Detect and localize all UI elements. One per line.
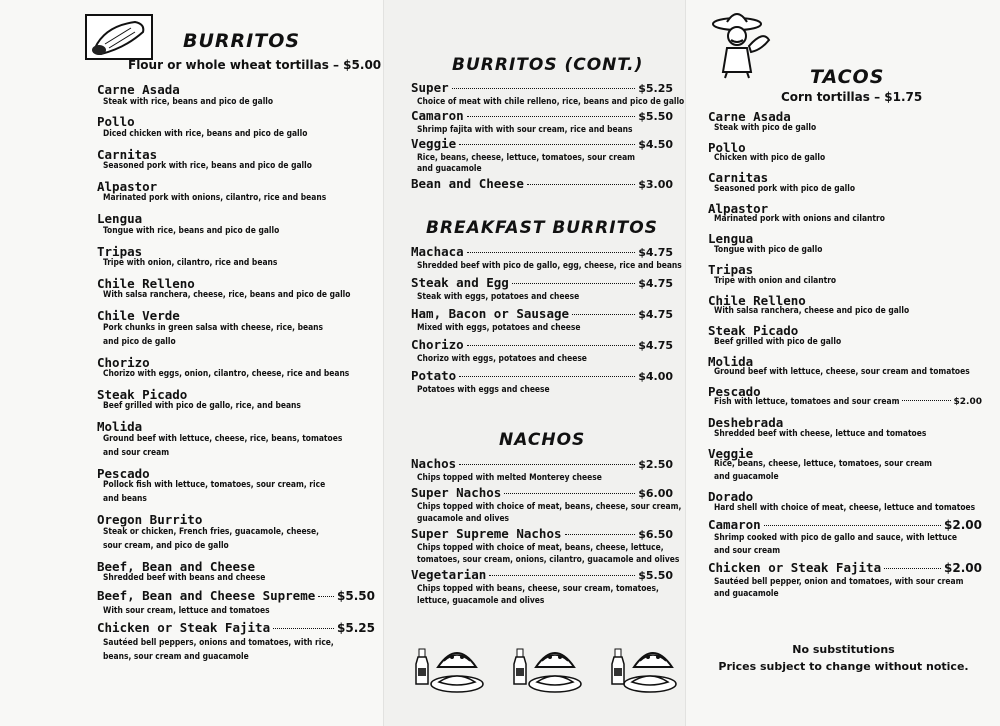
item-description: With sour cream, lettuce and tomatoes	[103, 604, 270, 615]
item-name: Beef, Bean and Cheese Supreme	[97, 588, 316, 603]
item-name: Nachos	[411, 456, 457, 471]
dot-leader	[467, 116, 636, 117]
item-price: $6.50	[638, 528, 673, 541]
item-description: Chicken with pico de gallo	[714, 152, 826, 163]
burrito-plate-icon	[622, 668, 678, 694]
bottle-icon	[414, 648, 430, 686]
item-description: Beef grilled with pico de gallo	[714, 335, 842, 346]
item-description: With salsa ranchera, cheese and pico de gallo	[714, 305, 910, 316]
dot-leader	[452, 88, 636, 89]
item-description-row	[714, 396, 982, 407]
item-name: Carnitas	[97, 146, 158, 162]
menu-item	[411, 176, 673, 191]
item-description: Fish with lettuce, tomatoes and sour cream	[714, 395, 900, 406]
item-price: $4.50	[638, 138, 673, 151]
item-description: and guacamole	[714, 470, 779, 481]
item-name: Tripas	[97, 243, 143, 259]
dot-leader	[489, 575, 635, 576]
item-name: Pescado	[708, 384, 761, 400]
item-name: Tripas	[708, 262, 754, 277]
item-name: Camaron	[411, 108, 464, 123]
prices-note: Prices subject to change without notice.	[718, 660, 969, 673]
no-substitutions-note: No substitutions	[792, 643, 895, 656]
item-description: Shredded beef with pico de gallo, egg, cheese, rice and beans	[417, 260, 682, 270]
item-price: $4.75	[638, 308, 673, 321]
item-description: Beef grilled with pico de gallo, rice, and beans	[103, 400, 301, 411]
burritos-subtitle: Flour or whole wheat tortillas – $5.00	[128, 58, 382, 72]
taco-icon	[534, 645, 576, 669]
dot-leader	[512, 283, 635, 284]
burrito-plate-icon	[527, 668, 583, 694]
item-name: Chorizo	[97, 354, 150, 370]
menu-item	[411, 567, 673, 582]
item-name: Molida	[97, 419, 143, 435]
item-description: Choice of meat with chile relleno, rice, beans and pico de gallo	[417, 95, 685, 106]
menu-item	[708, 560, 982, 575]
burritos-panel	[0, 0, 383, 726]
item-description: Chorizo with eggs, onion, cilantro, cheese, rice and beans	[103, 368, 350, 379]
item-description: Diced chicken with rice, beans and pico de gallo	[103, 127, 308, 138]
dot-leader	[504, 493, 635, 494]
item-description: Ground beef with lettuce, cheese, sour cream and tomatoes	[714, 366, 970, 377]
item-description: Tongue with pico de gallo	[714, 243, 823, 254]
item-description: With salsa ranchera, cheese, rice, beans and pico de gallo	[103, 289, 351, 300]
item-description: sour cream, and pico de gallo	[103, 539, 229, 550]
item-price: $3.00	[638, 177, 673, 191]
burritos-cont-title: BURRITOS (CONT.)	[452, 55, 644, 75]
item-name: Chorizo	[411, 337, 464, 352]
bottle-icon	[512, 648, 528, 686]
taco-icon	[632, 645, 674, 669]
breakfast-title: BREAKFAST BURRITOS	[426, 218, 658, 238]
item-description: Pollock fish with lettuce, tomatoes, sour cream, rice	[103, 479, 326, 490]
item-description: Ground beef with lettuce, cheese, rice, beans, tomatoes	[103, 432, 343, 443]
dot-leader	[565, 534, 636, 535]
item-description: Shrimp cooked with pico de gallo and sauce, with lettuce	[714, 532, 958, 543]
item-name: Vegetarian	[411, 567, 487, 582]
item-name: Steak and Egg	[411, 275, 509, 290]
item-description: and beans	[103, 493, 147, 504]
item-name: Steak Picado	[97, 386, 188, 402]
burrito-icon	[85, 14, 153, 60]
item-name: Carnitas	[708, 170, 769, 186]
menu-item	[411, 306, 673, 321]
item-description: Sautéed bell peppers, onions and tomatoes, with rice,	[103, 636, 334, 647]
item-name: Potato	[411, 368, 457, 383]
item-name: Alpastor	[97, 178, 158, 194]
item-description: lettuce, guacamole and olives	[417, 594, 545, 605]
item-description: Sautéed bell pepper, onion and tomatoes, with sour cream	[714, 575, 964, 586]
item-price: $5.50	[337, 589, 375, 603]
item-description: guacamole and olives	[417, 512, 510, 523]
burritos-cont-panel	[383, 0, 685, 726]
item-price: $5.25	[638, 82, 673, 95]
item-description: Steak or chicken, French fries, guacamole, cheese,	[103, 525, 320, 536]
item-price: $6.00	[638, 487, 673, 500]
dot-leader	[902, 400, 950, 401]
item-name: Chile Verde	[97, 308, 180, 324]
item-description: Chorizo with eggs, potatoes and cheese	[417, 353, 587, 363]
item-name: Carne Asada	[708, 109, 791, 124]
nachos-title: NACHOS	[499, 430, 586, 450]
dot-leader	[459, 464, 635, 465]
menu-item	[411, 80, 673, 95]
sombrero-man-icon	[711, 10, 773, 80]
dot-leader	[318, 596, 334, 597]
item-price: $4.75	[638, 246, 673, 259]
item-name: Super Nachos	[411, 485, 502, 500]
item-description: Potatoes with eggs and cheese	[417, 384, 550, 394]
item-description: Hard shell with choice of meat, cheese, lettuce and tomatoes	[714, 501, 976, 512]
item-price: $2.00	[944, 517, 982, 532]
item-name: Deshebrada	[708, 415, 784, 430]
item-name: Alpastor	[708, 200, 769, 216]
item-name: Steak Picado	[708, 323, 799, 339]
item-name: Pollo	[97, 114, 135, 130]
menu-item	[411, 108, 673, 123]
item-description: Steak with pico de gallo	[714, 121, 817, 132]
item-price: $4.00	[638, 370, 673, 383]
item-description: Tripe with onion and cilantro	[714, 274, 837, 285]
item-description: Mixed with eggs, potatoes and cheese	[417, 322, 581, 332]
menu-item	[411, 526, 673, 541]
item-name: Chile Relleno	[708, 292, 806, 308]
item-description: and guacamole	[417, 163, 482, 173]
item-name: Dorado	[708, 489, 754, 504]
menu-item	[411, 368, 673, 383]
item-description: Marinated pork with onions and cilantro	[714, 213, 885, 224]
item-description: Tripe with onion, cilantro, rice and beans	[103, 257, 278, 267]
item-description: Steak with eggs, potatoes and cheese	[417, 291, 580, 301]
item-name: Oregon Burrito	[97, 512, 203, 528]
item-description: and sour cream	[714, 544, 781, 555]
item-name: Super Supreme Nachos	[411, 526, 562, 541]
item-price: $2.50	[638, 458, 673, 471]
item-description: Chips topped with beans, cheese, sour cream, tomatoes,	[417, 582, 659, 593]
item-name: Chicken or Steak Fajita	[708, 560, 882, 575]
dot-leader	[764, 525, 941, 526]
item-name: Camaron	[708, 516, 761, 532]
menu-item	[708, 517, 982, 532]
item-description: Rice, beans, cheese, lettuce, tomatoes, sour cream	[714, 458, 932, 469]
tacos-panel	[685, 0, 1000, 726]
item-description: Pork chunks in green salsa with cheese, rice, beans	[103, 321, 324, 332]
item-name: Lengua	[97, 211, 143, 227]
dot-leader	[527, 184, 635, 185]
item-name: Ham, Bacon or Sausage	[411, 306, 570, 321]
item-description: tomatoes, sour cream, onions, cilantro, guacamole and olives	[417, 553, 680, 564]
menu-item	[411, 337, 673, 352]
menu-item	[411, 136, 673, 151]
item-name: Bean and Cheese	[411, 175, 524, 191]
burritos-title: BURRITOS	[183, 30, 301, 52]
item-name: Carne Asada	[97, 82, 180, 97]
taco-icon	[436, 645, 478, 669]
item-description: Seasoned pork with rice, beans and pico de gallo	[103, 160, 312, 171]
menu-item	[411, 456, 673, 471]
menu-item	[97, 620, 375, 635]
tacos-subtitle: Corn tortillas – $1.75	[781, 90, 923, 104]
item-description: Shredded beef with cheese, lettuce and tomatoes	[714, 427, 927, 438]
menu-item	[97, 588, 375, 603]
item-name: Molida	[708, 353, 754, 369]
item-description: and pico de gallo	[103, 335, 176, 346]
item-price: $2.00	[944, 561, 982, 575]
item-name: Veggie	[411, 136, 457, 151]
item-description: Shredded beef with beans and cheese	[103, 572, 266, 583]
tacos-title: TACOS	[810, 66, 885, 88]
item-description: Seasoned pork with pico de gallo	[714, 182, 856, 193]
item-description: Tongue with rice, beans and pico de gallo	[103, 224, 280, 235]
dot-leader	[467, 252, 636, 253]
dot-leader	[467, 345, 636, 346]
menu-item	[411, 244, 673, 259]
burrito-plate-icon	[429, 668, 485, 694]
item-description: and guacamole	[714, 588, 779, 599]
item-description: Steak with rice, beans and pico de gallo	[103, 95, 274, 106]
item-price: $5.25	[337, 621, 375, 636]
item-description: Chips topped with choice of meat, beans, cheese, lettuce,	[417, 541, 664, 552]
item-price: $4.75	[638, 277, 673, 290]
item-name: Machaca	[411, 244, 464, 259]
item-name: Veggie	[708, 445, 754, 461]
dot-leader	[273, 628, 334, 629]
menu-item	[411, 485, 673, 500]
dot-leader	[572, 314, 635, 315]
dot-leader	[459, 376, 635, 377]
menu-item	[411, 275, 673, 290]
dot-leader	[884, 568, 941, 569]
item-description: beans, sour cream and guacamole	[103, 651, 249, 661]
item-name: Pollo	[708, 139, 746, 155]
item-description: and sour cream	[103, 446, 170, 457]
item-price: $2.00	[953, 396, 982, 407]
item-name: Super	[411, 80, 449, 95]
item-description: Marinated pork with onions, cilantro, rice and beans	[103, 192, 327, 203]
item-description: Chips topped with choice of meat, beans, cheese, sour cream,	[417, 500, 682, 511]
item-price: $5.50	[638, 569, 673, 582]
item-name: Chicken or Steak Fajita	[97, 620, 271, 636]
item-name: Pescado	[97, 465, 150, 481]
item-description: Chips topped with melted Monterey cheese	[417, 471, 602, 482]
item-name: Chile Relleno	[97, 275, 195, 291]
dot-leader	[459, 144, 635, 145]
item-price: $5.50	[638, 110, 673, 123]
item-name: Lengua	[708, 231, 754, 247]
item-description: Rice, beans, cheese, lettuce, tomatoes, sour cream	[417, 151, 635, 162]
item-name: Beef, Bean and Cheese	[97, 558, 256, 574]
item-price: $4.75	[638, 339, 673, 352]
item-description: Shrimp fajita with with sour cream, rice and beans	[417, 123, 633, 134]
